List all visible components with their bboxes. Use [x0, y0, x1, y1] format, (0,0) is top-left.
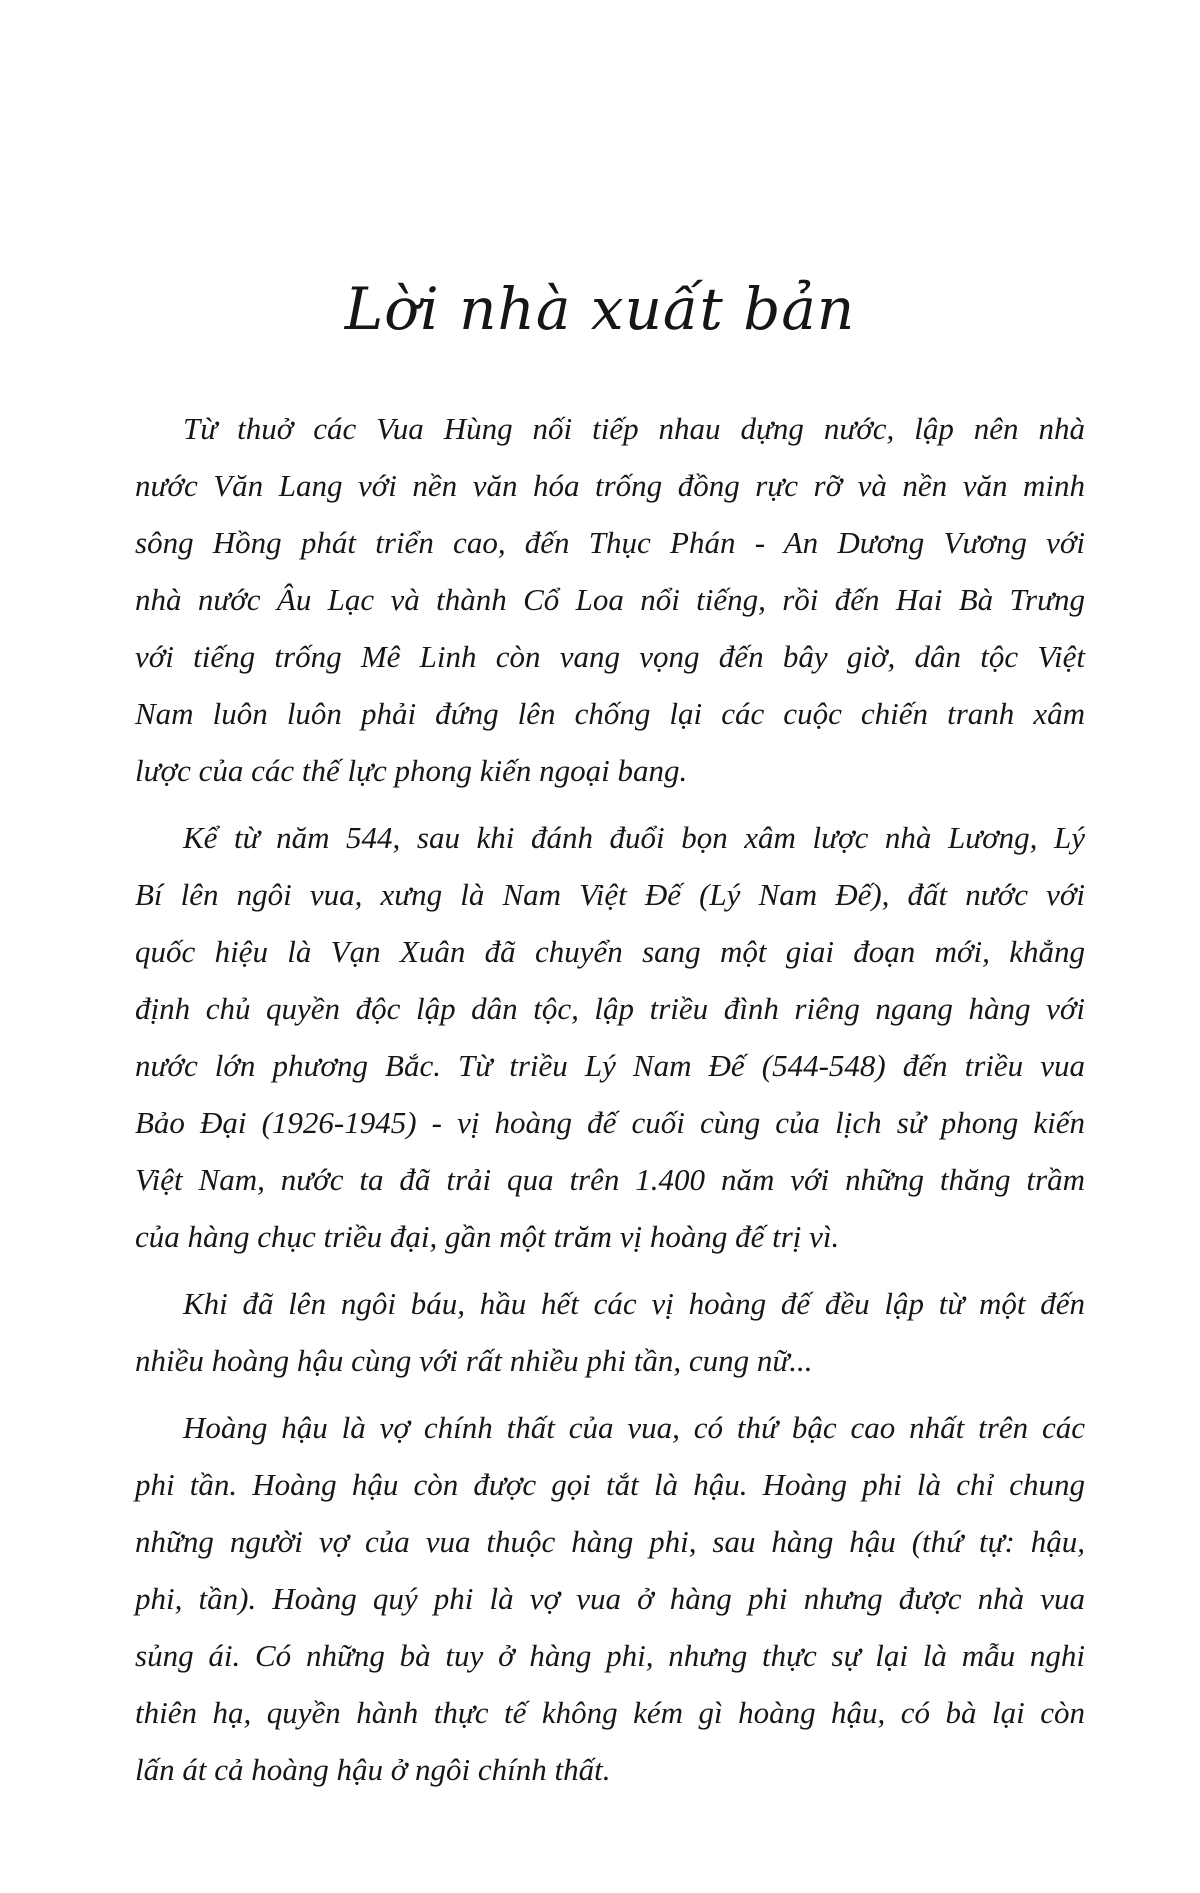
text-line: định chủ quyền độc lập dân tộc, lập triều đình riêng ngang hàng với — [135, 990, 1085, 1026]
text-line: Nam luôn luôn phải đứng lên chống lại các cuộc chiến tranh xâm — [135, 695, 1085, 731]
paragraph-3 — [135, 1275, 1085, 1389]
text-line: phi, tần). Hoàng quý phi là vợ vua ở hàng phi nhưng được nhà vua — [135, 1580, 1085, 1616]
text-line: nhiều hoàng hậu cùng với rất nhiều phi tần, cung nữ... — [135, 1342, 813, 1378]
text-line: nước lớn phương Bắc. Từ triều Lý Nam Đế (544-548) đến triều vua — [135, 1047, 1085, 1083]
paragraph-2 — [135, 809, 1085, 1265]
text-line: lược của các thế lực phong kiến ngoại bang. — [135, 752, 688, 788]
text-line: nước Văn Lang với nền văn hóa trống đồng rực rỡ và nền văn minh — [135, 467, 1085, 503]
text-line: Khi đã lên ngôi báu, hầu hết các vị hoàng đế đều lập từ một đến — [183, 1285, 1085, 1321]
text-line: của hàng chục triều đại, gần một trăm vị hoàng đế trị vì. — [135, 1218, 840, 1254]
text-line: thiên hạ, quyền hành thực tế không kém gì hoàng hậu, có bà lại còn — [135, 1694, 1085, 1730]
text-line: lấn át cả hoàng hậu ở ngôi chính thất. — [135, 1751, 611, 1787]
text-line: với tiếng trống Mê Linh còn vang vọng đến bây giờ, dân tộc Việt — [135, 638, 1085, 674]
paragraph-4 — [135, 1399, 1085, 1798]
text-line: quốc hiệu là Vạn Xuân đã chuyển sang một giai đoạn mới, khẳng — [135, 933, 1085, 969]
text-line: Từ thuở các Vua Hùng nối tiếp nhau dựng nước, lập nên nhà — [183, 410, 1085, 446]
publisher-note-title: Lời nhà xuất bản — [344, 275, 856, 343]
text-line: những người vợ của vua thuộc hàng phi, sau hàng hậu (thứ tự: hậu, — [135, 1523, 1085, 1559]
text-line: sông Hồng phát triển cao, đến Thục Phán - An Dương Vương với — [135, 524, 1085, 560]
text-line: Việt Nam, nước ta đã trải qua trên 1.400 năm với những thăng trầm — [135, 1161, 1085, 1197]
text-line: Bí lên ngôi vua, xưng là Nam Việt Đế (Lý Nam Đế), đất nước với — [135, 876, 1085, 912]
text-line: sủng ái. Có những bà tuy ở hàng phi, nhưng thực sự lại là mẫu nghi — [135, 1637, 1085, 1673]
text-line: phi tần. Hoàng hậu còn được gọi tắt là hậu. Hoàng phi là chỉ chung — [135, 1466, 1085, 1502]
text-line: Hoàng hậu là vợ chính thất của vua, có thứ bậc cao nhất trên các — [183, 1409, 1085, 1445]
text-line: nhà nước Âu Lạc và thành Cổ Loa nổi tiếng, rồi đến Hai Bà Trưng — [135, 581, 1085, 617]
text-line: Bảo Đại (1926-1945) - vị hoàng đế cuối cùng của lịch sử phong kiến — [135, 1104, 1085, 1140]
body-text — [135, 400, 1085, 1798]
text-line: Kể từ năm 544, sau khi đánh đuổi bọn xâm lược nhà Lương, Lý — [183, 819, 1085, 855]
paragraph-1 — [135, 400, 1085, 799]
